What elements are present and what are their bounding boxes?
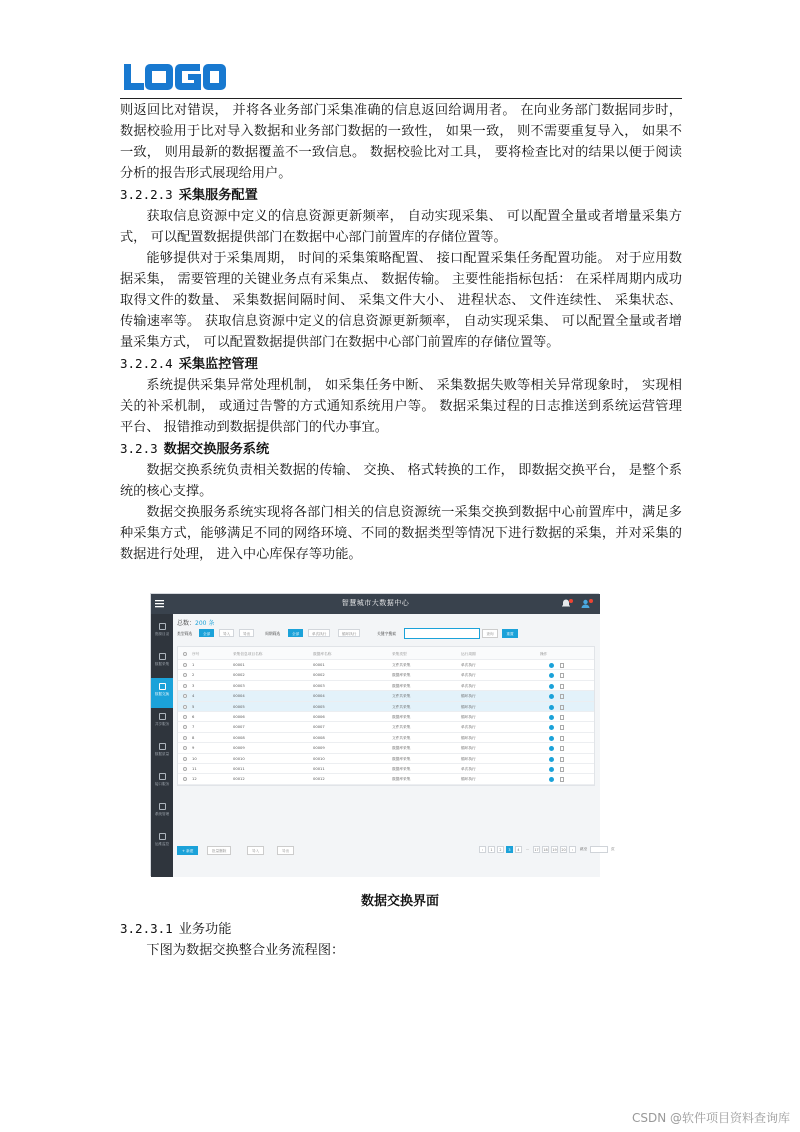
table-cell: 00007 — [313, 725, 325, 730]
view-icon[interactable] — [549, 673, 554, 678]
table-cell: 数据库采集 — [392, 777, 411, 782]
table-cell: 文件共采集 — [392, 694, 411, 699]
export-button[interactable]: 导出 — [277, 846, 294, 855]
table-cell: 数据库采集 — [392, 673, 411, 678]
page-button[interactable]: 1 — [488, 846, 495, 853]
column-header: 数据库名称 — [313, 651, 332, 656]
table-cell: 循环执行 — [461, 735, 476, 740]
table-cell: 3 — [192, 683, 195, 688]
table-row[interactable] — [178, 691, 594, 701]
paragraph: 数据交换服务系统实现将各部门相关的信息资源统一采集交换到数据中心前置库中，满足多种采集方式，能够满足不同的网络环境、不同的数据类型等情况下进行数据的采集，并对采集的数据进行处理， 进入中心库保存等功能。 — [120, 505, 682, 562]
table-cell: 循环执行 — [461, 694, 476, 699]
sidebar-item-icon — [159, 833, 166, 840]
page-button[interactable]: 4 — [515, 846, 522, 853]
table-cell: 9 — [192, 746, 195, 751]
table-cell: 00011 — [313, 766, 325, 771]
table-cell: 循环执行 — [461, 777, 476, 782]
row-checkbox[interactable] — [183, 725, 187, 729]
delete-icon[interactable] — [560, 725, 564, 730]
table-row[interactable] — [178, 702, 594, 712]
document-body-continued — [120, 918, 682, 961]
row-checkbox[interactable] — [183, 777, 187, 781]
goto-label: 跳至 — [580, 847, 588, 851]
table-cell: 数据库采集 — [392, 766, 411, 771]
table-cell: 11 — [192, 766, 197, 771]
add-button[interactable]: + 新建 — [177, 846, 198, 855]
cycle-filter-loop[interactable]: 循环执行 — [338, 629, 360, 637]
table-cell: 00011 — [233, 766, 245, 771]
sidebar-item[interactable] — [151, 798, 173, 828]
paragraph: 获取信息资源中定义的信息资源更新频率， 自动实现采集、 可以配置全量或者增量采集方式， 可以配置数据提供部门在数据中心部门前置库的存储位置等。 — [120, 209, 682, 245]
sidebar-item-label: 数据交换 — [154, 692, 170, 696]
table-cell: 00008 — [313, 735, 325, 740]
view-icon[interactable] — [549, 684, 554, 689]
table-cell: 6 — [192, 714, 195, 719]
table-cell: 12 — [192, 777, 197, 782]
prev-page-button[interactable]: ‹ — [479, 846, 486, 853]
app-topbar — [151, 594, 600, 614]
table-cell: 00012 — [313, 777, 325, 782]
table-row[interactable] — [178, 712, 594, 722]
notification-dot — [569, 599, 573, 603]
sidebar-item-icon — [159, 743, 166, 750]
table-cell: 循环执行 — [461, 746, 476, 751]
cycle-filter-once[interactable]: 单次执行 — [308, 629, 330, 637]
delete-icon[interactable] — [560, 746, 564, 751]
delete-icon[interactable] — [560, 663, 564, 668]
row-checkbox[interactable] — [183, 705, 187, 709]
delete-icon[interactable] — [560, 705, 564, 710]
sidebar-item-label: 资源目录 — [154, 632, 170, 636]
delete-icon[interactable] — [560, 757, 564, 762]
table-cell: 00008 — [233, 735, 245, 740]
table-cell: 00002 — [313, 673, 325, 678]
logo — [124, 62, 226, 94]
view-icon[interactable] — [549, 715, 554, 720]
select-all-checkbox[interactable] — [183, 652, 187, 656]
sidebar-item[interactable] — [151, 768, 173, 798]
paragraph: 则返回比对错误， 并将各业务部门采集准确的信息返回给调用者。 在向业务部门数据同步时， 数据校验用于比对导入数据和业务部门数据的一致性， 如果一致， 则不需要重复导入， 如果不一致， 则用最新的数据覆盖不一致信息。 数据校验比对工具， 要将检查比对的结果以便于阅读分析的报告形式展现给用户。 — [120, 103, 682, 181]
sidebar-item-icon — [159, 773, 166, 780]
document-body — [120, 100, 682, 565]
filter-bar — [177, 628, 597, 640]
page-button[interactable]: 19 — [552, 848, 557, 852]
sidebar-item-icon — [159, 653, 166, 660]
table-cell: 4 — [192, 694, 195, 699]
row-checkbox[interactable] — [183, 767, 187, 771]
page-button[interactable]: ... — [525, 847, 530, 851]
table-cell: 00003 — [233, 683, 245, 688]
data-exchange-screenshot — [150, 593, 615, 876]
reset-button[interactable]: 重置 — [502, 629, 518, 638]
table-cell: 单次执行 — [461, 725, 476, 730]
table-cell: 数据库采集 — [392, 683, 411, 688]
table-cell: 00009 — [313, 746, 325, 751]
table-cell: 00012 — [233, 777, 245, 782]
table-cell: 循环执行 — [461, 756, 476, 761]
table-cell: 数据库采集 — [392, 756, 411, 761]
sidebar-item-label: 接口服务 — [154, 782, 170, 786]
table-cell: 00007 — [233, 725, 245, 730]
table-cell: 00010 — [313, 756, 325, 761]
sidebar-item[interactable] — [151, 678, 173, 708]
table-cell: 单次执行 — [461, 663, 476, 667]
view-icon[interactable] — [549, 725, 554, 730]
delete-icon[interactable] — [560, 715, 564, 720]
sidebar-item-label: 数据采集 — [154, 662, 170, 666]
sidebar-item[interactable] — [151, 708, 173, 738]
type-filter-export[interactable]: 导出 — [239, 629, 254, 637]
paragraph: 系统提供采集异常处理机制， 如采集任务中断、 采集数据失败等相关异常现象时， 实现相关的补采机制， 或通过告警的方式通知系统用户等。 数据采集过程的日志推送到系统运营管理平台、 报错推动到数据提供部门的代办事宜。 — [120, 378, 682, 435]
paragraph: 能够提供对于采集周期， 时间的采集策略配置、 接口配置采集任务配置功能。 对于应用数据采集， 需要管理的关键业务点有采集点、 数据传输。 主要性能指标包括： 在采样周期内成功取得文件的数量、 采集数据间隔时间、 采集文件大小、 进程状态、 文件连续性、 采集状态、 传输速率等。 获取信息资源中定义的信息资源更新频率， 自动实现采集、 可以配置全量或者增量采集方式， 可以配置数据提供部门在数据中心部门前置库的存储位置等。 — [120, 251, 682, 350]
page-unit-label: 页 — [611, 847, 615, 851]
sidebar-item-label: 共享服务 — [154, 722, 170, 726]
column-header: 运行周期 — [461, 651, 476, 656]
table-row[interactable] — [178, 774, 594, 784]
table-cell: 00005 — [233, 704, 245, 709]
page-button[interactable]: 20 — [561, 848, 566, 852]
table-cell: 循环执行 — [461, 714, 476, 719]
table-cell: 00006 — [233, 714, 245, 719]
type-filter-import[interactable]: 导入 — [219, 629, 234, 637]
table-cell: 数据库采集 — [392, 746, 411, 751]
table-cell: 单次执行 — [461, 766, 476, 771]
row-checkbox[interactable] — [183, 673, 187, 677]
table-row[interactable] — [178, 670, 594, 680]
type-filter-all[interactable]: 全部 — [199, 629, 214, 637]
table-footer — [177, 844, 615, 858]
table-cell: 2 — [192, 673, 195, 678]
query-button[interactable]: 查询 — [482, 629, 498, 638]
row-checkbox[interactable] — [183, 694, 187, 698]
table-cell: 00006 — [313, 714, 325, 719]
view-icon[interactable] — [549, 694, 554, 699]
view-icon[interactable] — [549, 746, 554, 751]
import-button[interactable]: 导入 — [247, 846, 264, 855]
view-icon[interactable] — [549, 767, 554, 772]
column-header: 操作 — [540, 651, 548, 656]
view-icon[interactable] — [549, 777, 554, 782]
column-header: 采集类型 — [392, 651, 407, 656]
page-button[interactable]: 3 — [506, 846, 513, 853]
page-button[interactable]: 18 — [543, 848, 548, 852]
header-rule — [120, 98, 682, 99]
row-checkbox[interactable] — [183, 663, 187, 667]
table-cell: 10 — [192, 756, 197, 761]
section-heading: 3.2.2.3 采集服务配置 — [120, 187, 258, 203]
table-cell: 单次执行 — [461, 683, 476, 688]
batch-delete-button[interactable]: 批量删除 — [207, 846, 231, 855]
figure-caption: 数据交换界面 — [360, 894, 439, 909]
column-header: 采集信息项目名称 — [233, 651, 263, 656]
table-cell: 00009 — [233, 746, 245, 751]
cycle-filter-label: 周期筛选 — [265, 631, 281, 636]
keyword-label: 关键字搜索 — [377, 631, 396, 636]
app-sidebar — [151, 614, 173, 877]
table-cell: 00004 — [233, 694, 245, 699]
column-header: 序号 — [192, 651, 200, 656]
table-cell: 7 — [192, 725, 195, 730]
table-cell: 1 — [192, 663, 195, 667]
notification-dot — [589, 599, 593, 603]
total-count: 总数：200 条 — [177, 620, 215, 627]
row-checkbox[interactable] — [183, 684, 187, 688]
table-row[interactable] — [178, 764, 594, 774]
table-cell: 00004 — [313, 694, 325, 699]
page-button[interactable]: 2 — [497, 846, 504, 853]
table-row[interactable] — [178, 743, 594, 753]
sidebar-item-icon — [159, 683, 166, 690]
sidebar-item-label: 数据质量 — [154, 752, 170, 756]
section-heading: 3.2.3.1 业务功能 — [120, 921, 232, 937]
next-page-button[interactable]: › — [569, 846, 576, 853]
table-cell: 单次执行 — [461, 673, 476, 678]
section-heading: 3.2.2.4 采集监控管理 — [120, 356, 258, 372]
delete-icon[interactable] — [560, 673, 564, 678]
table-header — [178, 647, 594, 660]
sidebar-item[interactable] — [151, 618, 173, 648]
section-heading: 3.2.3 数据交换服务系统 — [120, 441, 270, 457]
table-cell: 文件共采集 — [392, 663, 411, 667]
view-icon[interactable] — [549, 757, 554, 762]
keyword-input[interactable] — [404, 628, 480, 639]
table-cell: 5 — [192, 704, 195, 709]
table-cell: 文件共采集 — [392, 725, 411, 730]
type-filter-label: 类型筛选 — [177, 631, 193, 636]
table-cell: 00001 — [313, 663, 325, 667]
view-icon[interactable] — [549, 663, 554, 668]
delete-icon[interactable] — [560, 694, 564, 699]
app-main — [173, 614, 615, 877]
table-cell: 循环执行 — [461, 704, 476, 709]
paragraph: 下图为数据交换整合业务流程图： — [146, 943, 345, 958]
watermark: CSDN @软件项目资料查询库 — [631, 1111, 790, 1125]
row-checkbox[interactable] — [183, 757, 187, 761]
view-icon[interactable] — [549, 705, 554, 710]
app-title: 智慧城市大数据中心 — [341, 599, 410, 607]
sidebar-item-icon — [159, 623, 166, 630]
view-icon[interactable] — [549, 736, 554, 741]
table-row[interactable] — [178, 660, 594, 670]
paragraph: 数据交换系统负责相关数据的传输、 交换、 格式转换的工作， 即数据交换平台， 是整个系统的核心支撑。 — [120, 463, 682, 499]
exchange-table — [177, 646, 595, 786]
sidebar-item[interactable] — [151, 738, 173, 768]
table-cell: 8 — [192, 735, 195, 740]
goto-page-input[interactable] — [590, 846, 608, 853]
table-row[interactable] — [178, 722, 594, 732]
sidebar-item-icon — [159, 713, 166, 720]
table-cell: 00005 — [313, 704, 325, 709]
row-checkbox[interactable] — [183, 736, 187, 740]
table-row[interactable] — [178, 733, 594, 743]
table-cell: 数据库采集 — [392, 714, 411, 719]
page-button[interactable]: 17 — [534, 848, 539, 852]
row-checkbox[interactable] — [183, 715, 187, 719]
table-row[interactable] — [178, 754, 594, 764]
table-row[interactable] — [178, 681, 594, 691]
table-cell: 文件共采集 — [392, 704, 411, 709]
row-checkbox[interactable] — [183, 746, 187, 750]
table-cell: 00001 — [233, 663, 245, 667]
sidebar-item-icon — [159, 803, 166, 810]
delete-icon[interactable] — [560, 736, 564, 741]
table-cell: 文件共采集 — [392, 735, 411, 740]
sidebar-item[interactable] — [151, 648, 173, 678]
sidebar-item-label: 运维监控 — [154, 842, 170, 846]
table-cell: 00003 — [313, 683, 325, 688]
table-cell: 00002 — [233, 673, 245, 678]
sidebar-item-label: 系统管理 — [154, 812, 170, 816]
delete-icon[interactable] — [560, 767, 564, 772]
delete-icon[interactable] — [560, 777, 564, 782]
delete-icon[interactable] — [560, 684, 564, 689]
table-cell: 00010 — [233, 756, 245, 761]
sidebar-item[interactable] — [151, 828, 173, 858]
cycle-filter-all[interactable]: 全部 — [288, 629, 303, 637]
